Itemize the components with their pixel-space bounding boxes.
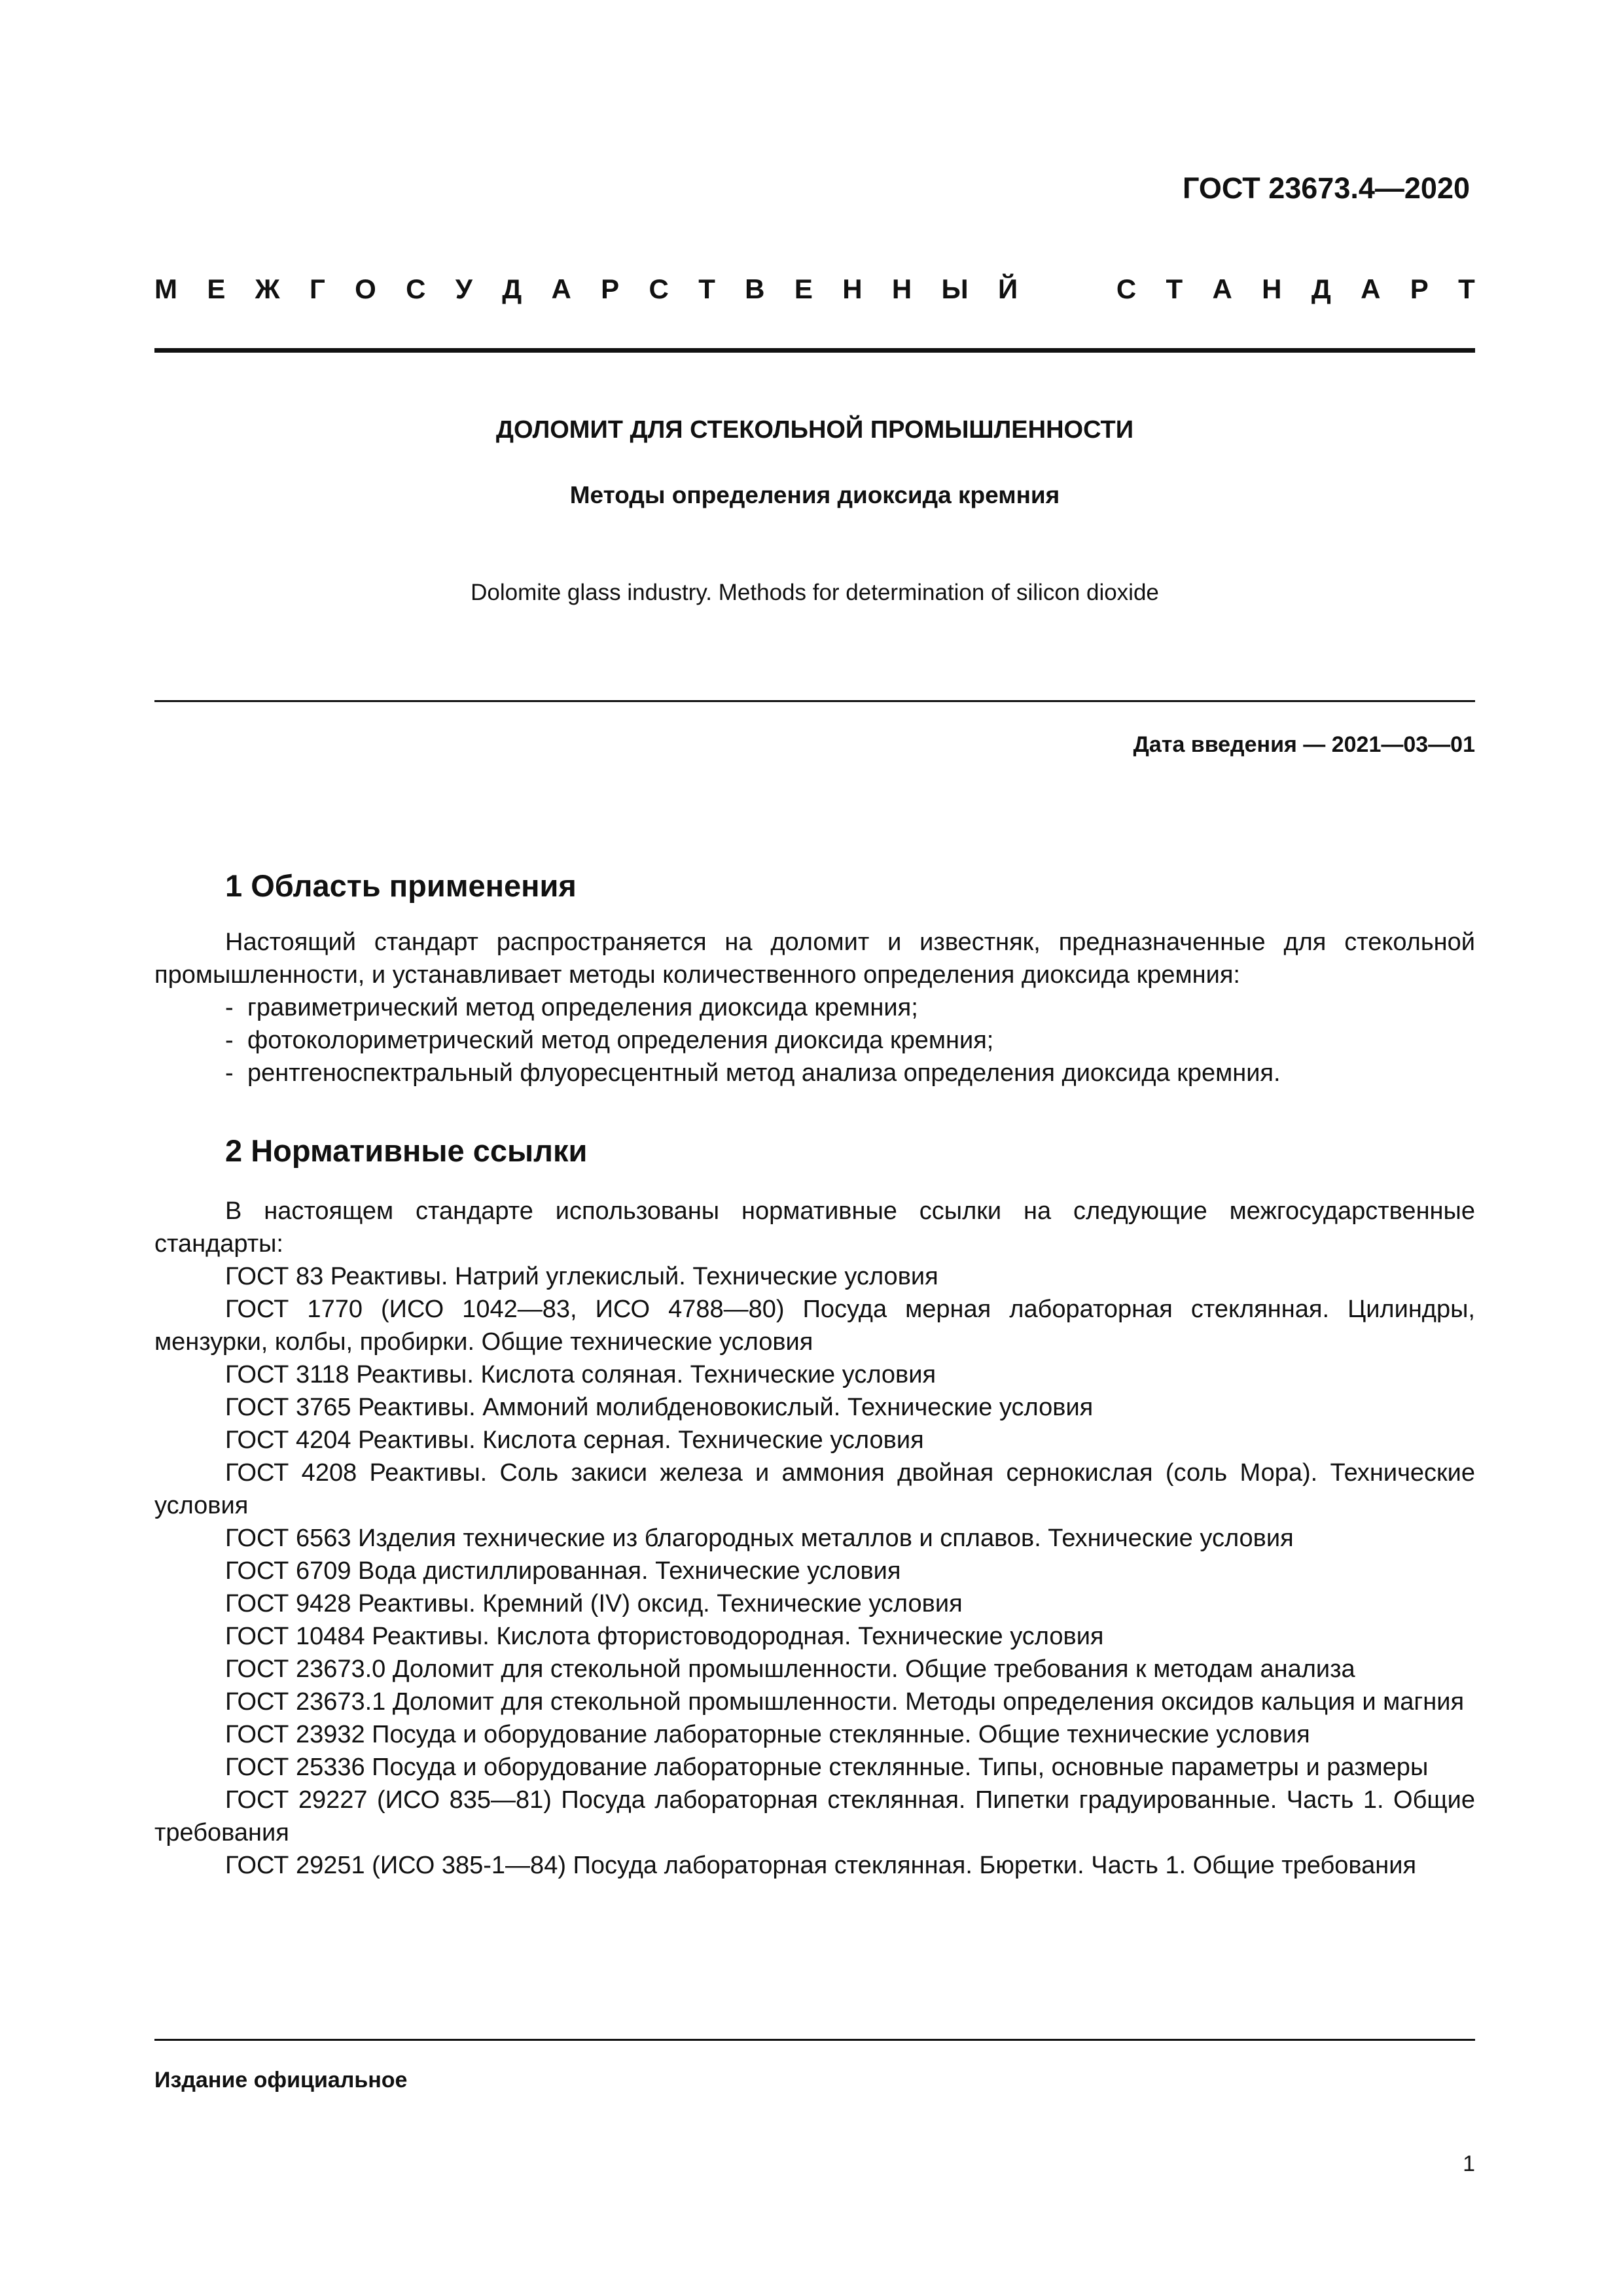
list-item — [154, 991, 1475, 1024]
banner-letter: Д — [1311, 274, 1331, 304]
banner-letter: О — [355, 274, 376, 304]
english-title: Dolomite glass industry. Methods for determination of silicon dioxide — [471, 580, 1159, 605]
banner-letter: Н — [842, 274, 863, 304]
banner-letter: Т — [1458, 274, 1475, 304]
reference-entry: ГОСТ 6563 Изделия технические из благородных металлов и сплавов. Технические условия — [225, 1525, 1294, 1552]
banner-letter: В — [745, 274, 765, 304]
banner-letter: Р — [1410, 274, 1429, 304]
banner-letter: Н — [891, 274, 912, 304]
banner-letter: Е — [794, 274, 813, 304]
section-heading-normative-references: 2 Нормативные ссылки — [225, 1133, 588, 1168]
banner-letter: Й — [997, 274, 1018, 304]
banner-letter: Р — [601, 274, 620, 304]
references-intro: В настоящем стандарте использованы нормативные ссылки на следующие межгосударственные стандарты: — [154, 1197, 1475, 1258]
list-item-text: гравиметрический метод определения диоксида кремния; — [247, 994, 918, 1021]
introduction-date: Дата введения — 2021—03—01 — [1133, 732, 1475, 757]
scope-paragraph: Настоящий стандарт распространяется на доломит и известняк, предназначенные для стекольной промышленности, и устанавливает методы количественного определения диоксида кремния: — [154, 928, 1475, 989]
banner-letter: Е — [207, 274, 226, 304]
reference-entry: ГОСТ 6709 Вода дистиллированная. Технические условия — [225, 1557, 901, 1585]
list-item-text: фотоколориметрический метод определения диоксида кремния; — [247, 1027, 994, 1054]
reference-entry: ГОСТ 83 Реактивы. Натрий углекислый. Технические условия — [225, 1263, 938, 1290]
footer-divider — [154, 2039, 1475, 2041]
standard-designation: ГОСТ 23673.4—2020 — [1182, 171, 1470, 205]
title-divider — [154, 700, 1475, 702]
header-divider — [154, 348, 1475, 353]
reference-entry: ГОСТ 3765 Реактивы. Аммоний молибденовокислый. Технические условия — [225, 1394, 1094, 1421]
list-dash: - — [225, 994, 234, 1021]
reference-entry: ГОСТ 4208 Реактивы. Соль закиси железа и аммония двойная сернокислая (соль Мора). Технические условия — [154, 1459, 1475, 1519]
reference-entry: ГОСТ 29227 (ИСО 835—81) Посуда лабораторная стеклянная. Пипетки градуированные. Часть 1. Общие требования — [154, 1786, 1475, 1846]
reference-entry: ГОСТ 10484 Реактивы. Кислота фтористоводородная. Технические условия — [225, 1623, 1104, 1650]
reference-entry: ГОСТ 3118 Реактивы. Кислота соляная. Технические условия — [225, 1361, 936, 1388]
reference-entry: ГОСТ 4204 Реактивы. Кислота серная. Технические условия — [225, 1426, 924, 1454]
banner-letter: Т — [698, 274, 715, 304]
reference-entry: ГОСТ 23673.1 Доломит для стекольной промышленности. Методы определения оксидов кальция и магния — [225, 1688, 1465, 1716]
reference-entry: ГОСТ 23932 Посуда и оборудование лабораторные стеклянные. Общие технические условия — [225, 1721, 1310, 1748]
banner-letter: С — [649, 274, 669, 304]
page-number: 1 — [1463, 2151, 1475, 2176]
list-item — [154, 1024, 1475, 1057]
banner-letter: А — [551, 274, 571, 304]
banner-letter: С — [1116, 274, 1137, 304]
list-dash: - — [225, 1027, 234, 1054]
section-heading-scope: 1 Область применения — [225, 868, 577, 903]
reference-entry: ГОСТ 1770 (ИСО 1042—83, ИСО 4788—80) Посуда мерная лабораторная стеклянная. Цилиндры, мензурки, колбы, пробирки. Общие технические условия — [154, 1296, 1475, 1356]
section-body-normative-references — [154, 1195, 1475, 1882]
banner-letter: А — [1212, 274, 1232, 304]
document-title: ДОЛОМИТ ДЛЯ СТЕКОЛЬНОЙ ПРОМЫШЛЕННОСТИ — [495, 416, 1134, 444]
banner-letter: Ы — [941, 274, 969, 304]
list-item — [154, 1057, 1475, 1089]
section-body-scope — [154, 926, 1475, 1089]
edition-label: Издание официальное — [154, 2068, 408, 2093]
banner-letter: А — [1361, 274, 1381, 304]
list-item-text: рентгеноспектральный флуоресцентный метод анализа определения диоксида кремния. — [247, 1059, 1281, 1087]
banner-letter: У — [455, 274, 473, 304]
banner-letter: Т — [1166, 274, 1183, 304]
banner-letter: Г — [309, 274, 325, 304]
interstate-standard-banner — [154, 274, 1475, 305]
reference-entry: ГОСТ 9428 Реактивы. Кремний (IV) оксид. Технические условия — [225, 1590, 963, 1617]
banner-letter: Д — [502, 274, 522, 304]
reference-entry: ГОСТ 25336 Посуда и оборудование лабораторные стеклянные. Типы, основные параметры и размеры — [225, 1754, 1429, 1781]
banner-letter: Ж — [255, 274, 280, 304]
banner-letter: М — [154, 274, 177, 304]
reference-entry: ГОСТ 23673.0 Доломит для стекольной промышленности. Общие требования к методам анализа — [225, 1655, 1355, 1683]
banner-letter: С — [406, 274, 426, 304]
banner-letter: Н — [1262, 274, 1282, 304]
document-subtitle: Методы определения диоксида кремния — [569, 482, 1060, 508]
reference-entry: ГОСТ 29251 (ИСО 385-1—84) Посуда лабораторная стеклянная. Бюретки. Часть 1. Общие требования — [225, 1852, 1417, 1879]
list-dash: - — [225, 1059, 234, 1087]
methods-list — [154, 991, 1475, 1089]
banner-word-gap — [1048, 274, 1087, 305]
